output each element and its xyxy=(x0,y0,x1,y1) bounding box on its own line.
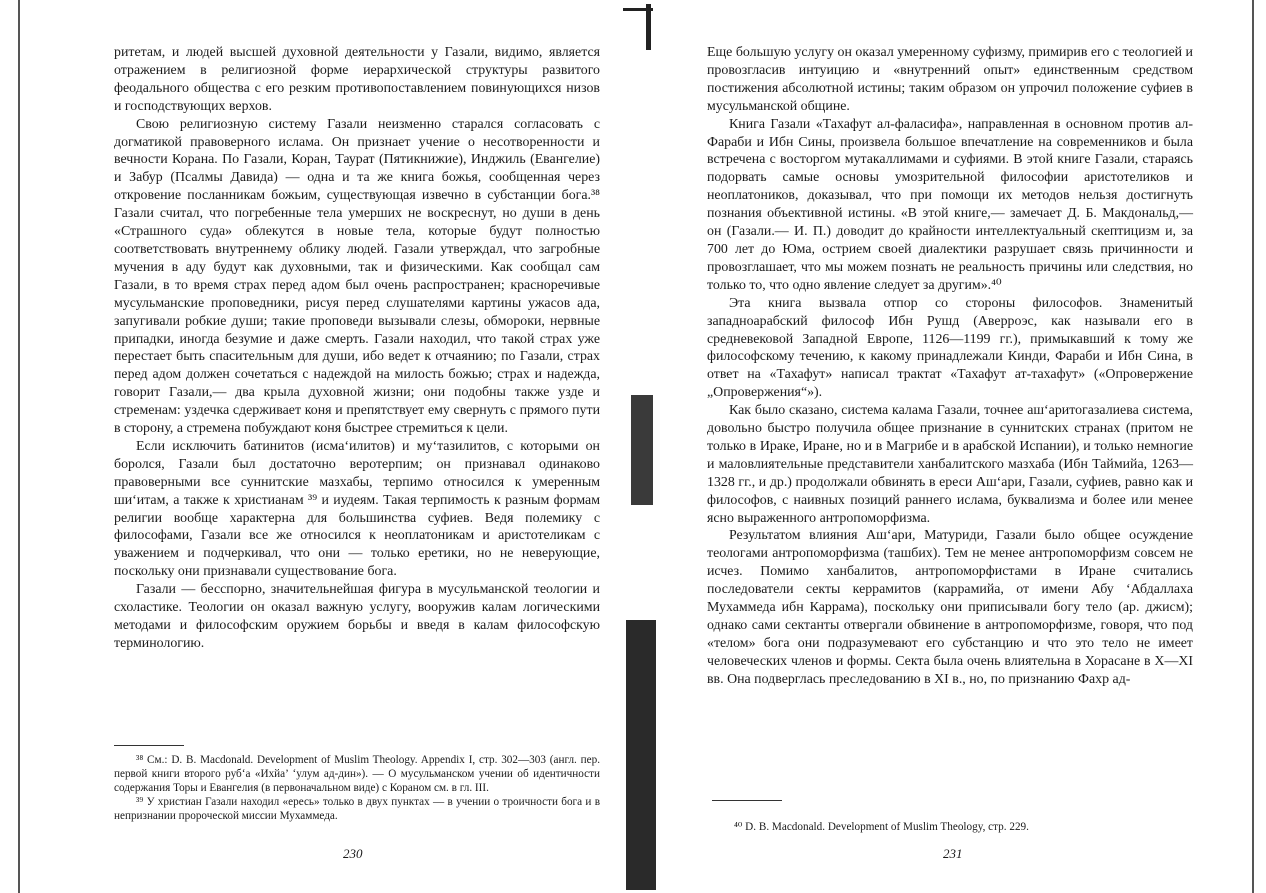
right-footnote-40: ⁴⁰ D. B. Macdonald. Development of Muslim Theology, стр. 229. xyxy=(734,821,1029,833)
right-footnote-divider xyxy=(712,800,782,801)
left-page-body xyxy=(114,44,600,653)
right-page-number: 231 xyxy=(943,846,963,861)
left-paragraph-1: ритетам, и людей высшей духовной деятельности у Газали, видимо, является отражением в религиозной форме иерархической структуры развитого феодального общества с его резким противопоставлением повинующихся низов и господствующих верхов. xyxy=(114,45,600,114)
right-paragraph-2: Книга Газали «Тахафут ал-фаласифа», направленная в основном против ал-Фараби и Ибн Сины, произвела большое впечатление на современников и была встречена с восторгом мутакаллимами и суфиями. В этой книге Газали, стараясь подорвать самые основы умозрительной философии аристотеликов и неоплатоников, доказывал, что при помощи их методов нельзя достигнуть познания объективной истины. «В этой книге,— замечает Д. Б. Макдональд,— он (Газали.— И. П.) доводит до крайности интеллектуальный скептицизм и, за 700 лет до Юма, острием своей диалектики разрушает связь причинности и провозглашает, что мы можем познать не реальность причины или следствия, но только то, что одно явление следует за другим».⁴⁰ xyxy=(707,116,1193,293)
right-page xyxy=(707,44,1193,689)
right-page-body xyxy=(707,44,1193,689)
left-scan-edge xyxy=(18,0,20,893)
right-paragraph-5: Результатом влияния Аш‘ари, Матуриди, Газали было общее осуждение теологами антропоморфизма (ташбих). Тем не менее антропоморфизм совсем не исчез. Помимо ханбалитов, антропоморфистами в Иране считались последователи секты керрамитов (каррамийа, от имени Абу ‘Абдаллаха Мухаммеда ибн Каррама), поскольку они приписывали богу тело (ар. джисм); однако сами сектанты отвергали обвинение в антропоморфизме, говоря, что под «телом» бога они подразумевают его субстанцию и что это тело не имеет человеческих членов и формы. Секта была очень влиятельна в Хорасане в X—XI вв. Она подверглась преследованию в XI в., но, по признанию Фахр ад- xyxy=(707,528,1193,687)
left-footnote-38: ³⁸ См.: D. B. Macdonald. Development of Muslim Theology. Appendix I, стр. 302—303 (англ. пер. первой книги второго руб‘а «Ихйа’ ‘улум ад-дин»). — О мусульманском учении об идентичности содержания Торы и Евангелия (в первоначальном виде) с Кораном см. в гл. III. xyxy=(114,754,600,794)
gutter-shadow-upper xyxy=(631,395,653,505)
left-page xyxy=(114,44,600,653)
left-footnotes xyxy=(114,753,600,823)
right-footnotes xyxy=(712,820,1198,834)
left-paragraph-3: Если исключить батинитов (исма‘илитов) и му‘тазилитов, с которыми он боролся, Газали был достаточно веротерпим; он признавал одинаково правоверными все суннитские мазхабы, терпимо относился к умеренным ши‘итам, а также к христианам ³⁹ и иудеям. Такая терпимость к разным формам религии вообще характерна для большинства суфиев. Ведя полемику с философами, Газали все же относился к неоплатоникам и аристотеликам с уважением и подчеркивал, что они — только еретики, но не неверующие, поскольку они признавали существование бога. xyxy=(114,438,600,580)
right-paragraph-3: Эта книга вызвала отпор со стороны философов. Знаменитый западноарабский философ Ибн Рушд (Аверроэс, как называли его в средневековой Западной Европе, 1126—1199 гг.), примыкавший к тому же философскому течению, к какому принадлежали Кинди, Фараби и Ибн Сина, в ответ на «Тахафут» написал трактат «Тахафут ат-тахафут» («Опровержение „Опровержения“»). xyxy=(707,295,1193,401)
right-paragraph-4: Как было сказано, система калама Газали, точнее аш‘аритогазалиева система, довольно быстро получила общее признание в суннитских странах (притом не только в Ираке, Иране, но и в Магрибе и в арабской Испании), и только немногие и маловлиятельные представители ханбалитского мазхаба (Ибн Таймийа, 1263—1328 гг., и др.) продолжали обвинять в ереси Аш‘ари, Газали, суфиев, равно как и философов, с наивных позиций раннего ислама, буквализма и более или менее ясно выраженного антропоморфизма. xyxy=(707,403,1193,526)
gutter-mark-top-bar xyxy=(623,8,653,11)
left-paragraph-2: Свою религиозную систему Газали неизменно старался согласовать с догматикой правоверного ислама. Он признает учение о несотворенности и вечности Корана. По Газали, Коран, Таурат (Пятикнижие), Инджиль (Евангелие) и Забур (Псалмы Давида) — одна и та же книга божья, сообщенная через откровение посланникам божьим, существующая извечно в субстанции бога.³⁸ Газали считал, что погребенные тела умерших не воскреснут, но души в день «Страшного суда» облекутся в новые тела, которые будут полностью соответствовать внутреннему облику людей. Газали утверждал, что загробные мучения в аду будут как духовными, так и физическими. Как сообщал сам Газали, в то время страх перед адом был очень распространен; красноречивые мусульманские проповедники, рисуя перед слушателями картины ужасов ада, запугивали робкие души; такие проповеди вызывали слезы, обмороки, нервные припадки, иногда безумие и даже смерть. Газали находил, что такой страх уже перестает быть спасительным для души, ибо ведет к отчаянию; по Газали, страх перед адом должен сочетаться с надеждой на милость божью; страх и надежда, говорит Газали,— два крыла духовной жизни; они подобны также узде и стременам: уздечка сдерживает коня и препятствует ему свернуть с прямого пути в сторону, а стремена побуждают коня быстрее стремиться к цели. xyxy=(114,116,600,437)
left-page-number: 230 xyxy=(343,846,363,861)
gutter-shadow-lower xyxy=(626,620,656,890)
right-paragraph-1: Еще большую услугу он оказал умеренному суфизму, примирив его с теологией и провозгласив интуицию и «внутренний опыт» единственным средством постижения абсолютной истины; таким образом он упрочил положение суфиев в мусульманской общине. xyxy=(707,45,1193,114)
left-footnote-39: ³⁹ У христиан Газали находил «ересь» только в двух пунктах — в учении о троичности бога и в непризнании пророческой миссии Мухаммеда. xyxy=(114,796,600,822)
right-scan-edge xyxy=(1252,0,1254,893)
left-footnote-divider xyxy=(114,745,184,746)
left-paragraph-4: Газали — бесспорно, значительнейшая фигура в мусульманской теологии и схоластике. Теологии он оказал важную услугу, вооружив калам логическими методами и философским оружием борьбы и введя в калам философскую терминологию. xyxy=(114,582,600,651)
